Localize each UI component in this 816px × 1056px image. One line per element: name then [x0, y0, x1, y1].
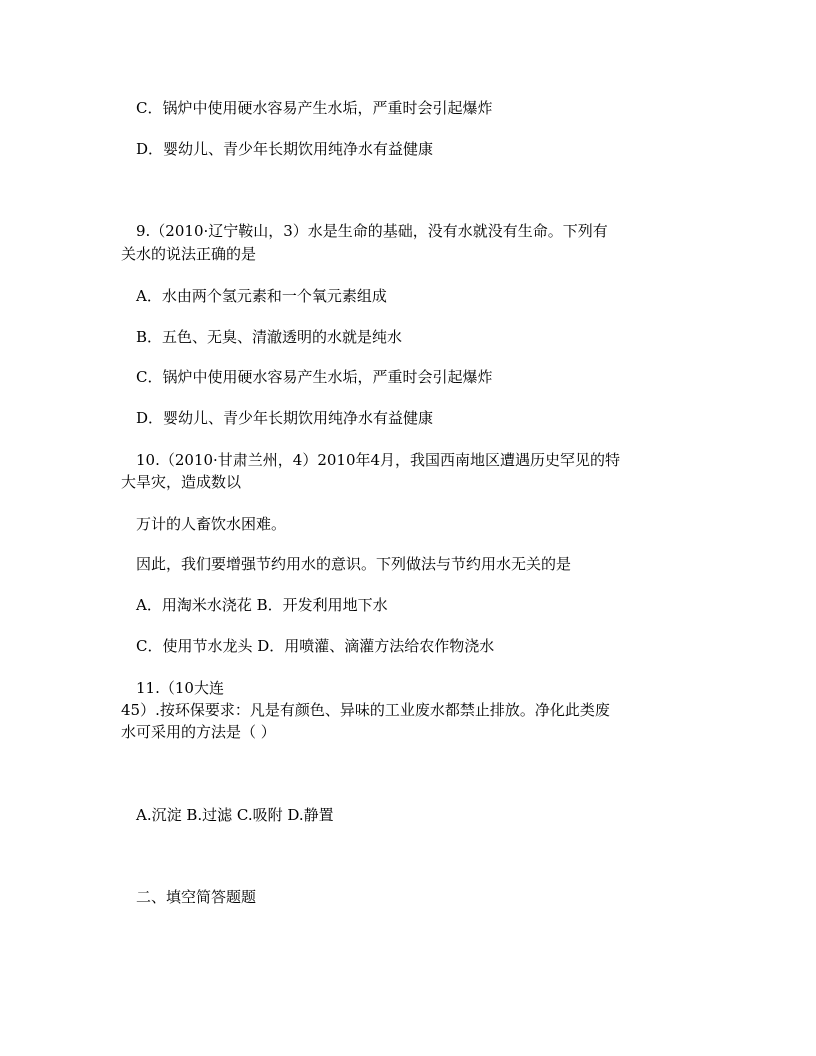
- question-11-stem-line-1: 11.（10大连: [136, 679, 224, 697]
- question-9-stem-line-1: 9.（2010·辽宁鞍山，3）水是生命的基础，没有水就没有生命。下列有: [136, 222, 608, 240]
- question-10-stem-line-1: 10.（2010·甘肃兰州，4）2010年4月，我国西南地区遭遇历史罕见的特: [136, 451, 621, 469]
- question-10-stem-line-3: 万计的人畜饮水困难。: [136, 515, 287, 533]
- question-9-stem-line-2: 关水的说法正确的是: [121, 245, 257, 263]
- question-9-option-a: A．水由两个氢元素和一个氧元素组成: [136, 287, 387, 305]
- question-10-stem-line-2: 大旱灾，造成数以: [121, 473, 242, 491]
- question-10-options-ab: A．用淘米水浇花 B．开发利用地下水: [136, 596, 388, 614]
- question-9-option-b: B．五色、无臭、清澈透明的水就是纯水: [136, 328, 403, 346]
- question-9-option-d: D．婴幼儿、青少年长期饮用纯净水有益健康: [136, 409, 434, 427]
- question-11-stem-line-3: 水可采用的方法是（ ）: [121, 723, 276, 741]
- question-11-stem-line-2: 45）.按环保要求：凡是有颜色、异味的工业废水都禁止排放。净化此类废: [121, 701, 610, 719]
- section-2-heading: 二、填空简答题题: [136, 888, 257, 906]
- prev-question-option-d: D．婴幼儿、青少年长期饮用纯净水有益健康: [136, 140, 434, 158]
- question-10-stem-line-4: 因此，我们要增强节约用水的意识。下列做法与节约用水无关的是: [136, 555, 572, 573]
- question-10-options-cd: C．使用节水龙头 D．用喷灌、滴灌方法给农作物浇水: [136, 637, 495, 655]
- prev-question-option-c: C．锅炉中使用硬水容易产生水垢，严重时会引起爆炸: [136, 99, 493, 117]
- question-11-options: A.沉淀 B.过滤 C.吸附 D.静置: [136, 806, 334, 824]
- question-9-option-c: C．锅炉中使用硬水容易产生水垢，严重时会引起爆炸: [136, 368, 493, 386]
